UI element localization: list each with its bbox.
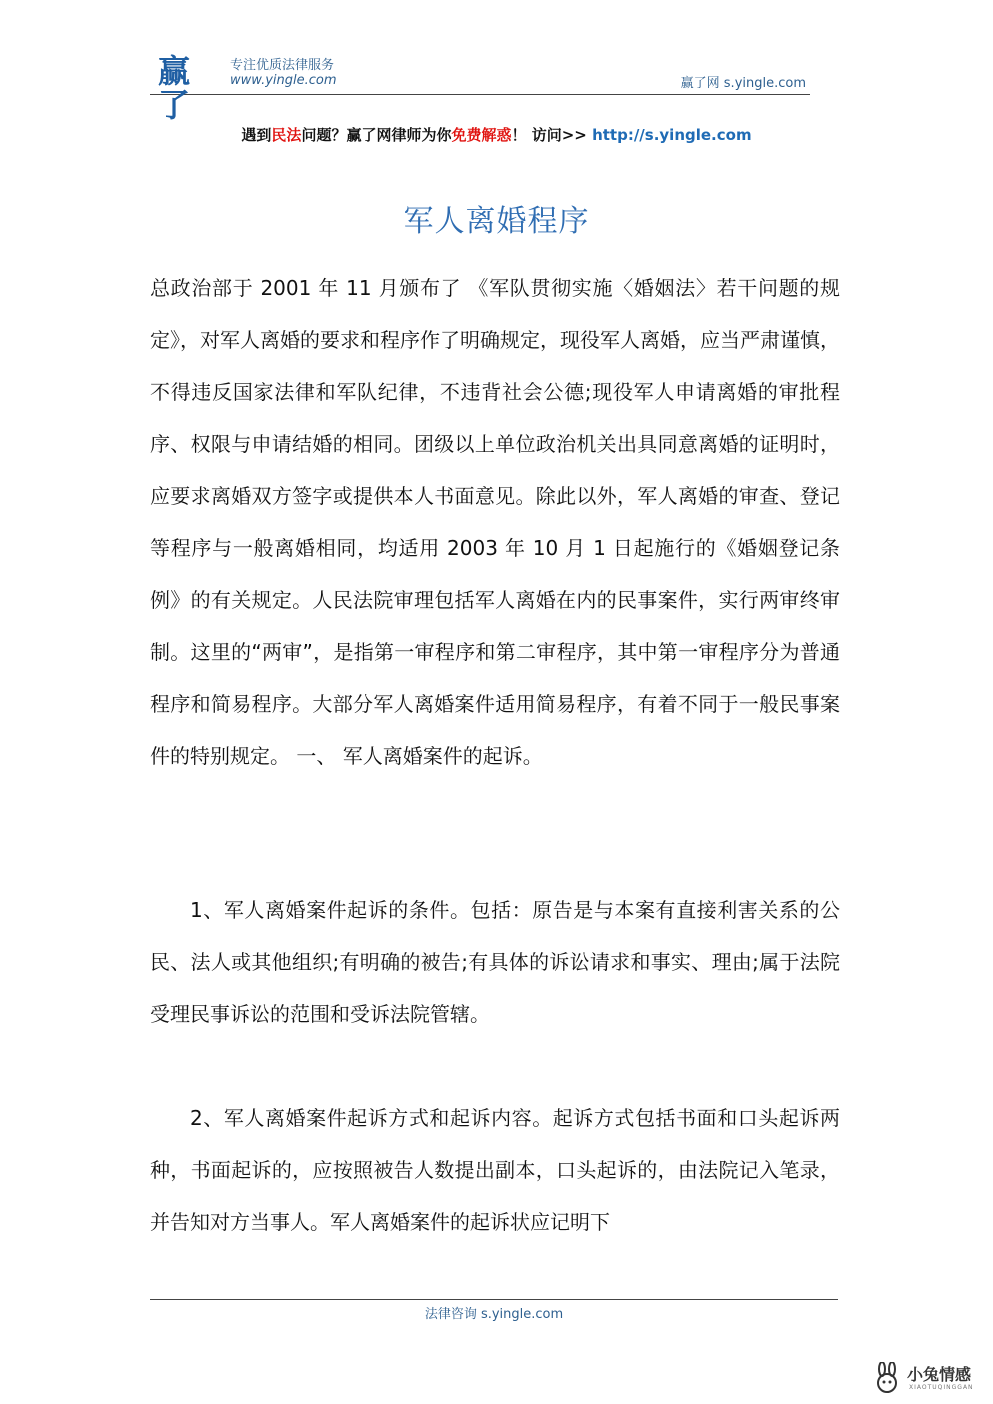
- ad-text-1: 遇到: [241, 126, 272, 144]
- logo-mark: 赢了: [158, 52, 191, 124]
- body-paragraph-3: 2、军人离婚案件起诉方式和起诉内容。起诉方式包括书面和口头起诉两种，书面起诉的，应按照被告人数提出副本，口头起诉的，由法院记入笔录，并告知对方当事人。军人离婚案件的起诉状应记明下: [150, 1106, 840, 1234]
- watermark: [871, 1358, 983, 1398]
- logo-slogan: 专注优质法律服务: [230, 58, 335, 73]
- page-footer: [150, 1299, 838, 1322]
- ad-link[interactable]: http://s.yingle.com: [592, 126, 752, 144]
- page-header: [150, 50, 810, 124]
- ad-highlight-free: 免费解惑: [451, 126, 512, 144]
- rabbit-icon: [871, 1362, 903, 1394]
- header-site-link[interactable]: 赢了网 s.yingle.com: [680, 76, 806, 91]
- body-paragraph-2: 1、军人离婚案件起诉的条件。包括：原告是与本案有直接利害关系的公民、法人或其他组织;有明确的被告;有具体的诉讼请求和事实、理由;属于法院受理民事诉讼的范围和受诉法院管辖。: [150, 898, 840, 1026]
- document-title: 军人离婚程序: [403, 204, 590, 239]
- ad-highlight-civil-law: 民法: [271, 126, 302, 144]
- ad-text-2: 问题？赢了网律师为你: [301, 126, 452, 144]
- watermark-subtext: XIAOTUQINGGAN: [909, 1384, 974, 1391]
- ad-text-3: ！ 访问>>: [511, 126, 593, 144]
- logo-text: [230, 58, 450, 88]
- logo-url: www.yingle.com: [230, 73, 337, 88]
- footer-consult-link[interactable]: 法律咨询 s.yingle.com: [424, 1307, 564, 1322]
- watermark-text: 小兔情感: [907, 1365, 972, 1384]
- body-paragraph-1: 总政治部于 2001 年 11 月颁布了 《军队贯彻实施〈婚姻法〉若干问题的规定》，对军人离婚的要求和程序作了明确规定，现役军人离婚，应当严肃谨慎， 不得违反国家法律和军队纪律，不违背社会公德;现役军人申请离婚的审批程序、权限与申请结婚的相同。团级以上单位政治机关出具同意离婚的证明时，应要求离婚双方签字或提供本人书面意见。除此以外，军人离婚的审查、登记等程序与一般离婚相同，均适用 2003 年 10 月 1 日起施行的《婚姻登记条例》的有关规定。人民法院审理包括军人离婚在内的民事案件，实行两审终审制。这里的“两审”，是指第一审程序和第二审程序，其中第一审程序分为普通程序和简易程序。大部分军人离婚案件适用简易程序，有着不同于一般民事案件的特别规定。 一、 军人离婚案件的起诉。: [150, 276, 840, 768]
- ad-banner: [0, 124, 993, 145]
